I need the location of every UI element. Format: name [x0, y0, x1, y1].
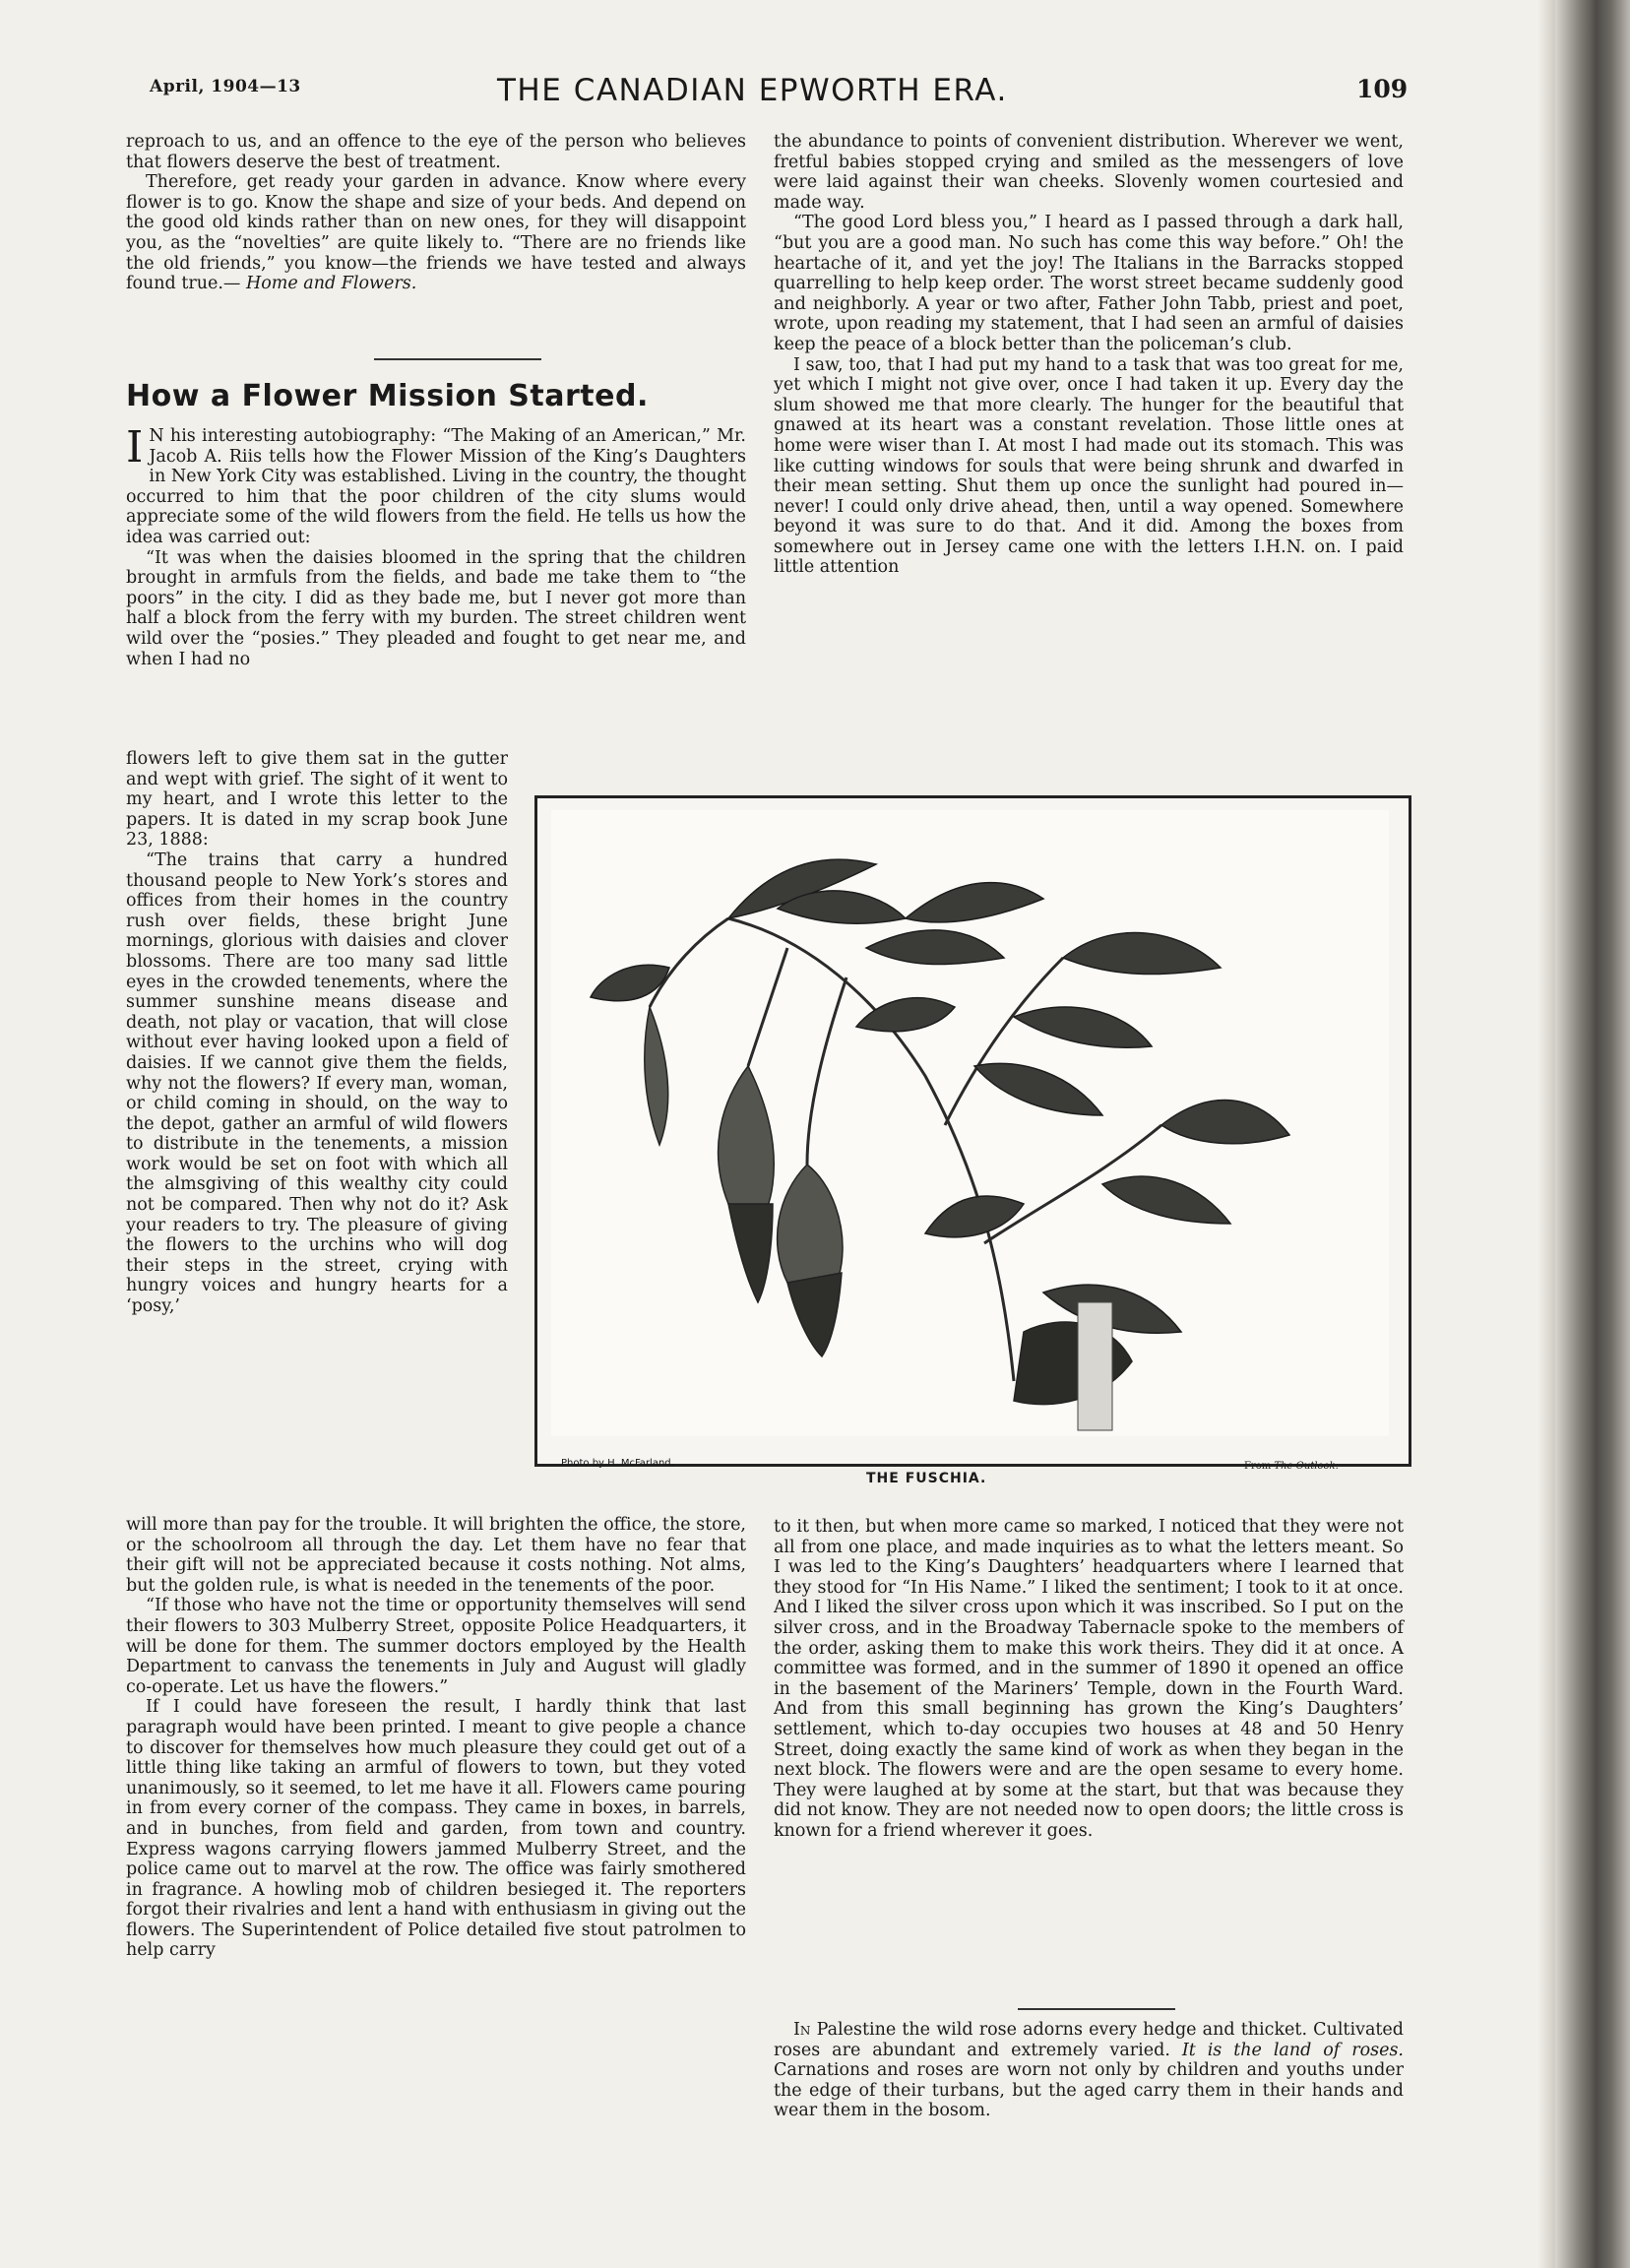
paragraph-text: Carnations and roses are worn not only by children and youths under the edge of their turbans, but the aged carry them in their hands and wear them in the bosom.	[774, 2060, 1404, 2121]
section-divider	[374, 358, 541, 360]
page-gutter-shadow	[1537, 0, 1555, 2268]
paragraph: reproach to us, and an offence to the eye of the person who believes that flowers deserve the best of treatment.	[126, 132, 746, 172]
paragraph: the abundance to points of convenient distribution. Wherever we went, fretful babies stopped crying and smiled as the messengers of love were laid against their wan cheeks. Slovenly women courtesied and made way.	[774, 132, 1404, 213]
paragraph	[126, 172, 746, 294]
lead-word: In	[793, 2020, 811, 2040]
paragraph: will more than pay for the trouble. It will brighten the office, the store, or the schoolroom all through the day. Let them have no fear that their gift will not be appreciated because it costs nothing. Not alms, but the golden rule, is what is needed in the tenements of the poor.	[126, 1515, 746, 1596]
plant-label-stake	[1078, 1302, 1112, 1430]
paragraph	[774, 2020, 1404, 2121]
palestine-note	[774, 2020, 1404, 2121]
magazine-title: THE CANADIAN EPWORTH ERA.	[497, 73, 1008, 108]
fuchsia-photo-frame	[534, 795, 1411, 1467]
drop-cap: I	[126, 422, 144, 472]
source-credit-name: The Outlook.	[1274, 1461, 1339, 1472]
paragraph: to it then, but when more came so marked, I noticed that they were not all from one place, and made inquiries as to what the letters meant. So I was led to the King’s Daughters’ headquarters where I learned that they stood for “In His Name.” I liked the sentiment; I took to it at once. And I liked the silver cross upon which it was inscribed. So I put on the silver cross, and in the Broadway Tabernacle spoke to the members of the order, asking them to make this work theirs. They did it at once. A committee was formed, and in the summer of 1890 it opened an office in the basement of the Mariners’ Temple, down in the Fourth Ward. And from this small beginning has grown the King’s Daughters’ settlement, which to-day occupies two houses at 48 and 50 Henry Street, doing exactly the same kind of work as when they began in the next block. The flowers were and are the open sesame to every home. They were laughed at by some at the start, but that was because they did not know. They are not needed now to open doors; the little cross is known for a friend wherever it goes.	[774, 1517, 1404, 1841]
page-header	[0, 73, 1476, 112]
paragraph: If I could have foreseen the result, I hardly think that last paragraph would have been printed. I meant to give people a chance to discover for themselves how much pleasure they could get out of a little thing like taking an armful of flowers to town, but they voted unanimously, so it seemed, to let me have it all. Flowers came pouring in from every corner of the compass. They came in boxes, in barrels, and in bunches, from field and garden, from town and country. Express wagons carrying flowers jammed Mulberry Street, and the police came out to marvel at the row. The office was fairly smothered in fragrance. A howling mob of children besieged it. The reporters forgot their rivalries and lent a hand with enthusiasm in giving out the flowers. The Superintendent of Police detailed five stout patrolmen to help carry	[126, 1697, 746, 1961]
quote-paragraph: “It was when the daisies bloomed in the spring that the children brought in armfuls from the fields, and bade me take them to “the poors” in the city. I did as they bade me, but I never got more than half a block from the ferry with my burden. The street children went wild over the “posies.” They pleaded and fought to get near me, and when I had no	[126, 547, 746, 669]
intro-text: N his interesting autobiography: “The Making of an American,” Mr. Jacob A. Riis tells how the Flower Mission of the King’s Daughters in New York City was established. Living in the country, the thought occurred to him that the poor children of the city slums would appreciate some of the wild flowers from the field. He tells us how the idea was carried out:	[126, 426, 746, 547]
paragraph: “The good Lord bless you,” I heard as I passed through a dark hall, “but you are a good man. No such has come this way before.” Oh! the heartache of it, and yet the joy! The Italians in the Barracks stopped quarrelling to help keep order. The worst street became suddenly good and neighborly. A year or two after, Father John Tabb, priest and poet, wrote, upon reading my statement, that I had seen an armful of daisies keep the peace of a block better than the policeman’s club.	[774, 213, 1404, 354]
paragraph-text: Therefore, get ready your garden in advance. Know where every flower is to go. Know the shape and size of your beds. And depend on the good old kinds rather than on new ones, for they will disappoint you, as the “novelties” are quite likely to. “There are no friends like the old friends,” you know—the friends we have tested and always found true.—	[126, 172, 746, 294]
article-intro	[126, 422, 746, 669]
paragraph-text: Palestine the wild rose adorns every hedge and thicket. Cultivated roses are abundant and extremely varied.	[774, 2020, 1404, 2060]
fuchsia-photo	[551, 810, 1389, 1436]
source-citation: Home and Flowers.	[246, 274, 417, 294]
page-number: 109	[1356, 75, 1409, 103]
source-credit-prefix: From	[1244, 1461, 1272, 1472]
emphasis-text: It is the land of roses.	[1181, 2040, 1404, 2060]
paragraph: “If those who have not the time or opportunity themselves will send their flowers to 303 Mulberry Street, opposite Police Headquarters, it will be done for them. The summer doctors employed by the Health Department to canvass the tenements in July and August will gladly co-operate. Let us have the flowers.”	[126, 1596, 746, 1697]
bud	[645, 1007, 668, 1145]
source-credit	[1244, 1461, 1339, 1472]
right-column-bottom	[774, 1517, 1404, 1842]
paragraph: “The trains that carry a hundred thousand people to New York’s stores and offices from their homes in the country rush over fields, these bright June mornings, glorious with daisies and clover blossoms. There are too many sad little eyes in the crowded tenements, where the summer sunshine means disease and death, not play or vacation, that will close without ever having looked upon a field of daisies. If we cannot give them the fields, why not the flowers? If every man, woman, or child coming in should, on the way to the depot, gather an armful of wild flowers to distribute in the tenements, a mission work would be set on foot with which all the almsgiving of this wealthy city could not be compared. Then why not do it? Ask your readers to try. The pleasure of giving the flowers to the urchins who will dog their steps in the street, crying with hungry voices and hungry hearts for a ‘posy,’	[126, 850, 508, 1317]
left-column-bottom	[126, 1515, 746, 1961]
left-narrow-column	[126, 749, 508, 1317]
section-divider	[1018, 2008, 1175, 2010]
photo-credit: Photo by H. McFarland.	[561, 1458, 674, 1469]
left-column-top	[126, 132, 746, 294]
issue-date: April, 1904—13	[150, 77, 301, 96]
fuchsia-illustration	[551, 810, 1389, 1436]
figure-caption: THE FUSCHIA.	[866, 1471, 987, 1486]
paragraph: I saw, too, that I had put my hand to a task that was too great for me, yet which I might not give over, once I had taken it up. Every day the slum showed me that more clearly. The hunger for the beautiful that gnawed at its heart was a constant revelation. Those little ones at home were wiser than I. At most I had made out its stomach. This was like cutting windows for souls that were being shrunk and dwarfed in their mean setting. Shut them up once the sunlight had poured in—never! I could only drive ahead, then, until a way opened. Somewhere beyond it was sure to do that. And it did. Among the boxes from somewhere out in Jersey came one with the letters I.H.N. on. I paid little attention	[774, 354, 1404, 578]
paragraph: flowers left to give them sat in the gutter and wept with grief. The sight of it went to my heart, and I wrote this letter to the papers. It is dated in my scrap book June 23, 1888:	[126, 749, 508, 850]
right-column-top	[774, 132, 1404, 578]
intro-paragraph	[126, 422, 746, 548]
article-title: How a Flower Mission Started.	[126, 379, 649, 413]
book-binding	[1555, 0, 1630, 2268]
